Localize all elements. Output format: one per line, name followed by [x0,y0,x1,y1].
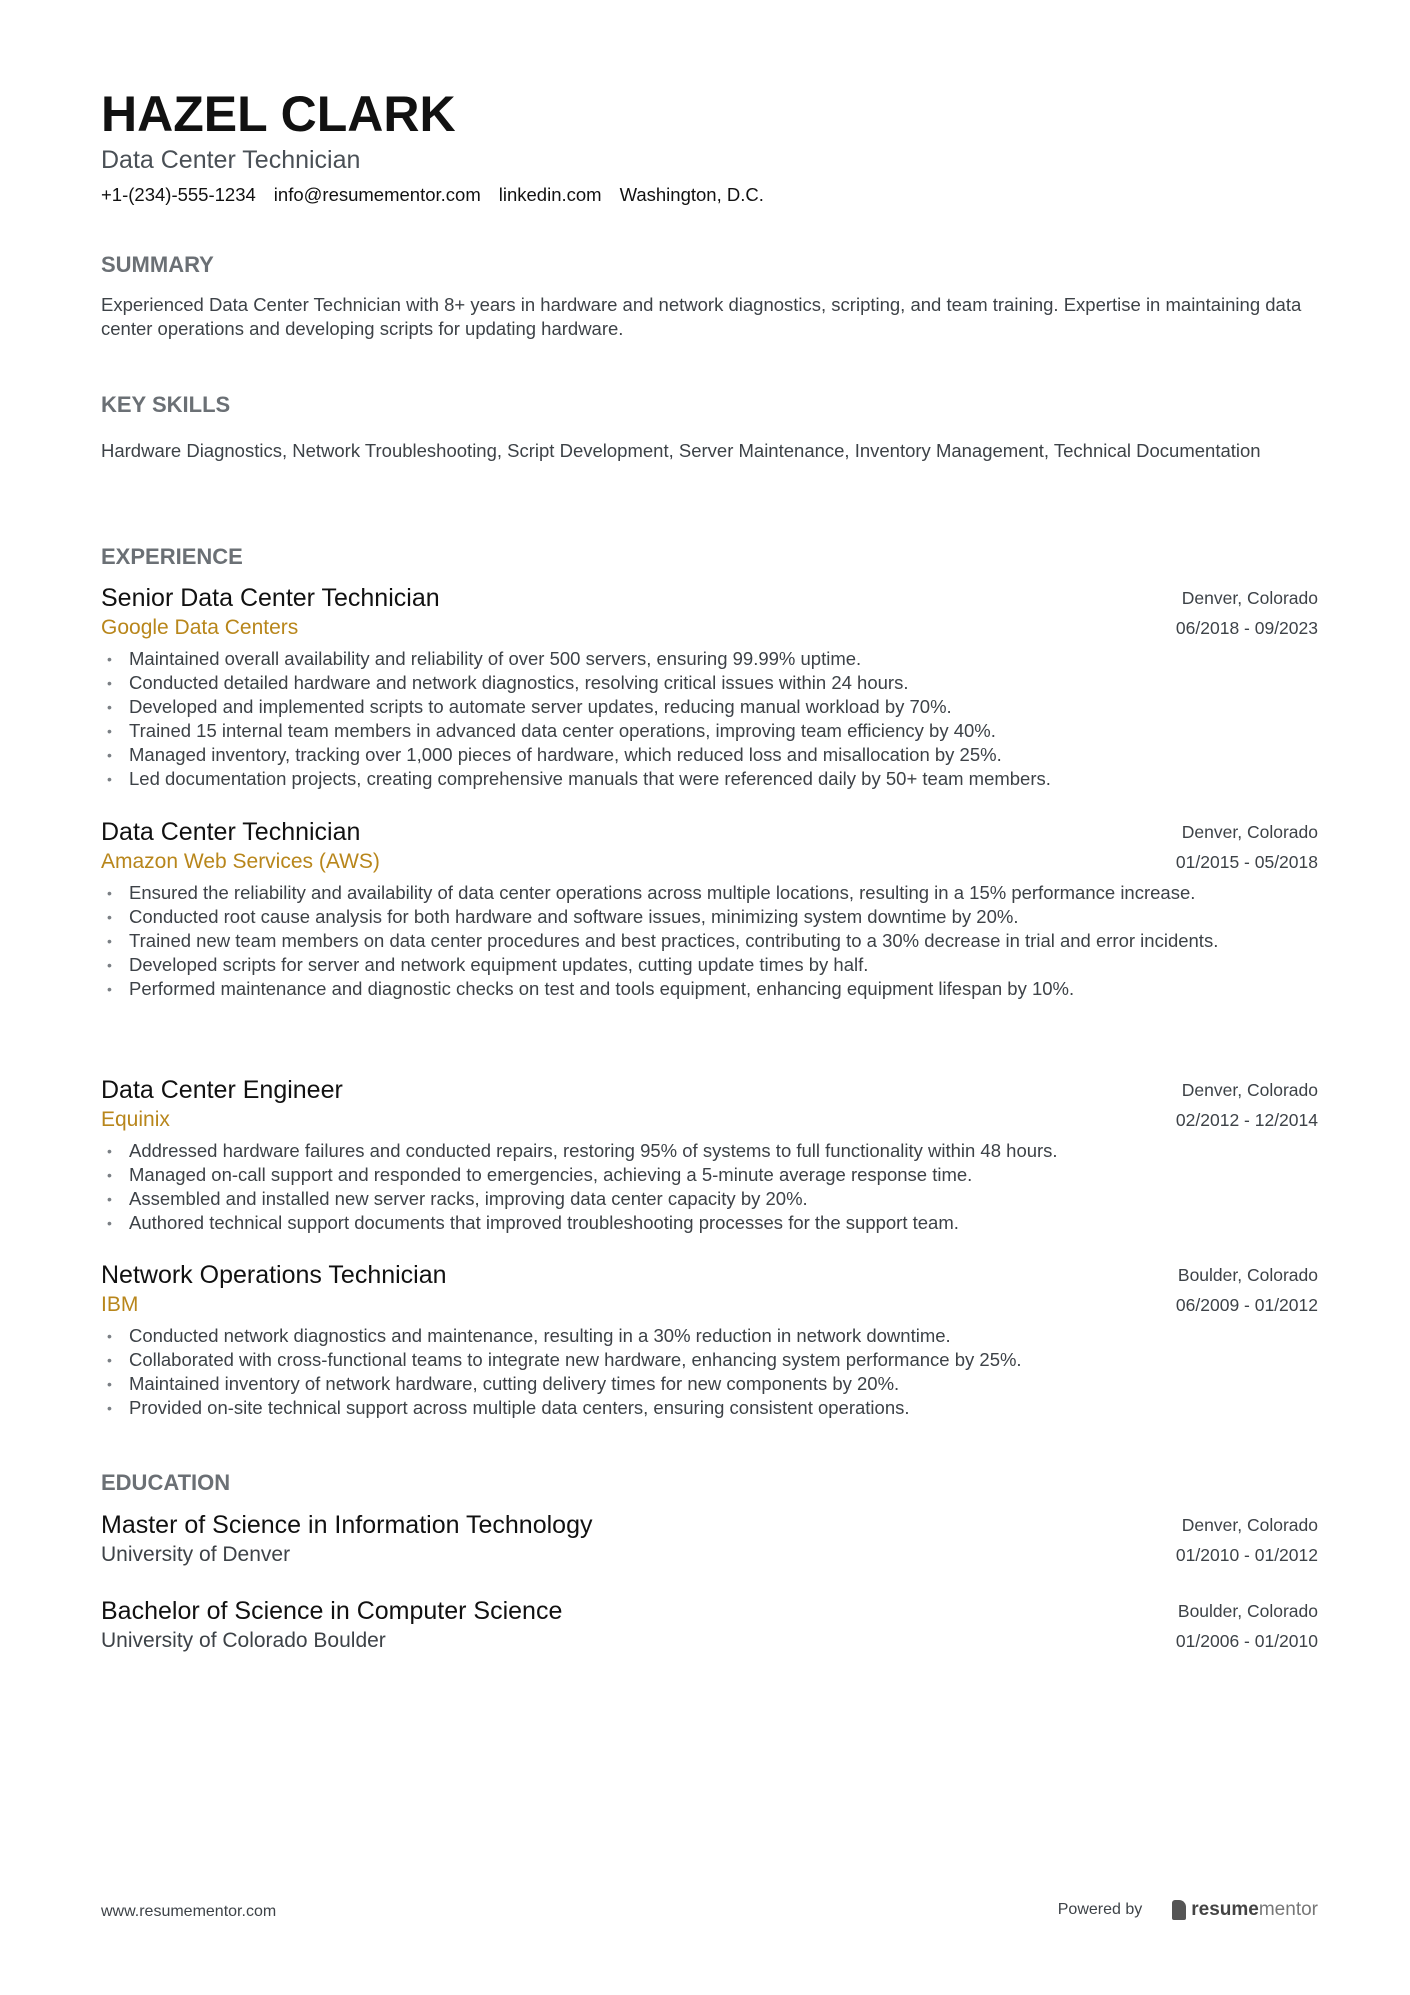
candidate-role: Data Center Technician [101,146,361,174]
bullet-item: • Addressed hardware failures and conducted repairs, restoring 95% of systems to full functionality within 48 hours. [107,1140,1058,1161]
bullet-item: • Trained 15 internal team members in advanced data center operations, improving team efficiency by 40%. [107,720,996,741]
bullet-item: • Authored technical support documents that improved troubleshooting processes for the support team. [107,1212,959,1233]
bullet-dot-icon: • [107,1143,112,1159]
school-name: University of Denver [101,1543,291,1566]
skills-heading: KEY SKILLS [101,392,231,417]
job-title: Data Center Engineer [101,1076,343,1104]
bullet-dot-icon: • [107,747,112,763]
bullet-dot-icon: • [107,1167,112,1183]
job-bullets [101,647,1318,791]
footer-branding [1058,1899,1318,1921]
job-meta [1176,1075,1318,1135]
bullet-item: • Conducted root cause analysis for both hardware and software issues, minimizing system downtime by 20%. [107,906,1019,927]
education-entry [101,1596,1318,1656]
degree-title: Master of Science in Information Technology [101,1511,593,1539]
bullet-item: • Conducted detailed hardware and network diagnostics, resolving critical issues within 24 hours. [107,672,909,693]
job-company: Amazon Web Services (AWS) [101,850,380,873]
education-location: Denver, Colorado [1181,1515,1318,1535]
bullet-dot-icon: • [107,651,112,667]
job-meta [1176,583,1318,643]
bullet-item: • Collaborated with cross-functional teams to integrate new hardware, enhancing system performance by 25%. [107,1349,1022,1370]
job-entry [101,1260,1318,1420]
job-dates: 02/2012 - 12/2014 [1175,1110,1318,1130]
skills-text: Hardware Diagnostics, Network Troubleshooting, Script Development, Server Maintenance, Inventory Management, Technical Documentation [101,440,1261,461]
bullet-item: • Maintained overall availability and reliability of over 500 servers, ensuring 99.99% uptime. [107,648,862,669]
education-entry [101,1510,1318,1570]
education-location: Boulder, Colorado [1177,1601,1318,1621]
contact-email: info@resumementor.com [273,184,481,205]
experience-heading: EXPERIENCE [101,544,243,569]
contact-line [101,183,764,207]
education-meta [1176,1510,1318,1570]
bullet-item: • Performed maintenance and diagnostic checks on test and tools equipment, enhancing equipment lifespan by 10%. [107,978,1075,999]
bullet-dot-icon: • [107,981,112,997]
job-title: Senior Data Center Technician [101,584,440,612]
school-name: University of Colorado Boulder [101,1629,386,1652]
job-bullets [101,881,1318,1001]
bullet-dot-icon: • [107,675,112,691]
bullet-dot-icon: • [107,885,112,901]
job-location: Boulder, Colorado [1177,1265,1318,1285]
bullet-dot-icon: • [107,1328,112,1344]
education-heading: EDUCATION [101,1470,231,1495]
resumementor-logo-icon [1172,1900,1186,1920]
bullet-item: • Conducted network diagnostics and maintenance, resulting in a 30% reduction in network downtime. [107,1325,951,1346]
bullet-item: • Managed inventory, tracking over 1,000 pieces of hardware, which reduced loss and misallocation by 25%. [107,744,1002,765]
job-location: Denver, Colorado [1181,822,1318,842]
bullet-item: • Ensured the reliability and availability of data center operations across multiple locations, resulting in a 15% performance increase. [107,882,1196,903]
bullet-item: • Managed on-call support and responded to emergencies, achieving a 5-minute average response time. [107,1164,973,1185]
education-dates: 01/2010 - 01/2012 [1175,1545,1318,1565]
bullet-dot-icon: • [107,1376,112,1392]
brand-light-text: mentor [1258,1899,1318,1920]
job-meta [1176,817,1318,877]
bullet-dot-icon: • [107,1352,112,1368]
footer-website-link[interactable]: www.resumementor.com [101,1903,277,1920]
bullet-dot-icon: • [107,723,112,739]
job-meta [1176,1260,1318,1320]
bullet-dot-icon: • [107,933,112,949]
job-entry [101,583,1318,791]
education-dates: 01/2006 - 01/2010 [1175,1631,1318,1651]
contact-phone: +1-(234)-555-1234 [101,184,256,205]
degree-title: Bachelor of Science in Computer Science [101,1597,563,1625]
bullet-item: • Developed scripts for server and network equipment updates, cutting update times by half. [107,954,869,975]
bullet-item: • Assembled and installed new server racks, improving data center capacity by 20%. [107,1188,808,1209]
job-location: Denver, Colorado [1181,588,1318,608]
bullet-dot-icon: • [107,699,112,715]
bullet-item: • Provided on-site technical support across multiple data centers, ensuring consistent operations. [107,1397,910,1418]
bullet-dot-icon: • [107,909,112,925]
bullet-item: • Trained new team members on data center procedures and best practices, contributing to a 30% decrease in trial and error incidents. [107,930,1219,951]
job-dates: 06/2018 - 09/2023 [1175,618,1318,638]
job-title: Data Center Technician [101,818,361,846]
bullet-dot-icon: • [107,957,112,973]
job-dates: 06/2009 - 01/2012 [1175,1295,1318,1315]
job-bullets [101,1139,1318,1235]
job-entry [101,817,1318,1001]
powered-by-label: Powered by [1057,1901,1143,1918]
bullet-dot-icon: • [107,1215,112,1231]
job-company: Google Data Centers [101,616,299,639]
job-entry [101,1075,1318,1235]
contact-location: Washington, D.C. [619,184,764,205]
job-company: IBM [101,1293,139,1316]
bullet-item: • Led documentation projects, creating comprehensive manuals that were referenced daily by 50+ team members. [107,768,1051,789]
summary-text: Experienced Data Center Technician with 8+ years in hardware and network diagnostics, scripting, and team training. Expertise in maintaining data center operations and developing scripts for updating hardware. [101,294,1302,339]
resumementor-logo[interactable] [1172,1899,1318,1921]
job-location: Denver, Colorado [1181,1080,1318,1100]
contact-linkedin: linkedin.com [498,184,602,205]
job-company: Equinix [101,1108,170,1131]
job-dates: 01/2015 - 05/2018 [1175,852,1318,872]
bullet-dot-icon: • [107,1400,112,1416]
bullet-dot-icon: • [107,771,112,787]
education-meta [1176,1596,1318,1656]
bullet-item: • Maintained inventory of network hardware, cutting delivery times for new components by 20%. [107,1373,900,1394]
bullet-item: • Developed and implemented scripts to automate server updates, reducing manual workload by 70%. [107,696,952,717]
brand-bold-text: resume [1191,1899,1259,1920]
summary-heading: SUMMARY [101,252,214,277]
job-title: Network Operations Technician [101,1261,447,1289]
candidate-name: HAZEL CLARK [101,86,456,142]
bullet-dot-icon: • [107,1191,112,1207]
job-bullets [101,1324,1318,1420]
